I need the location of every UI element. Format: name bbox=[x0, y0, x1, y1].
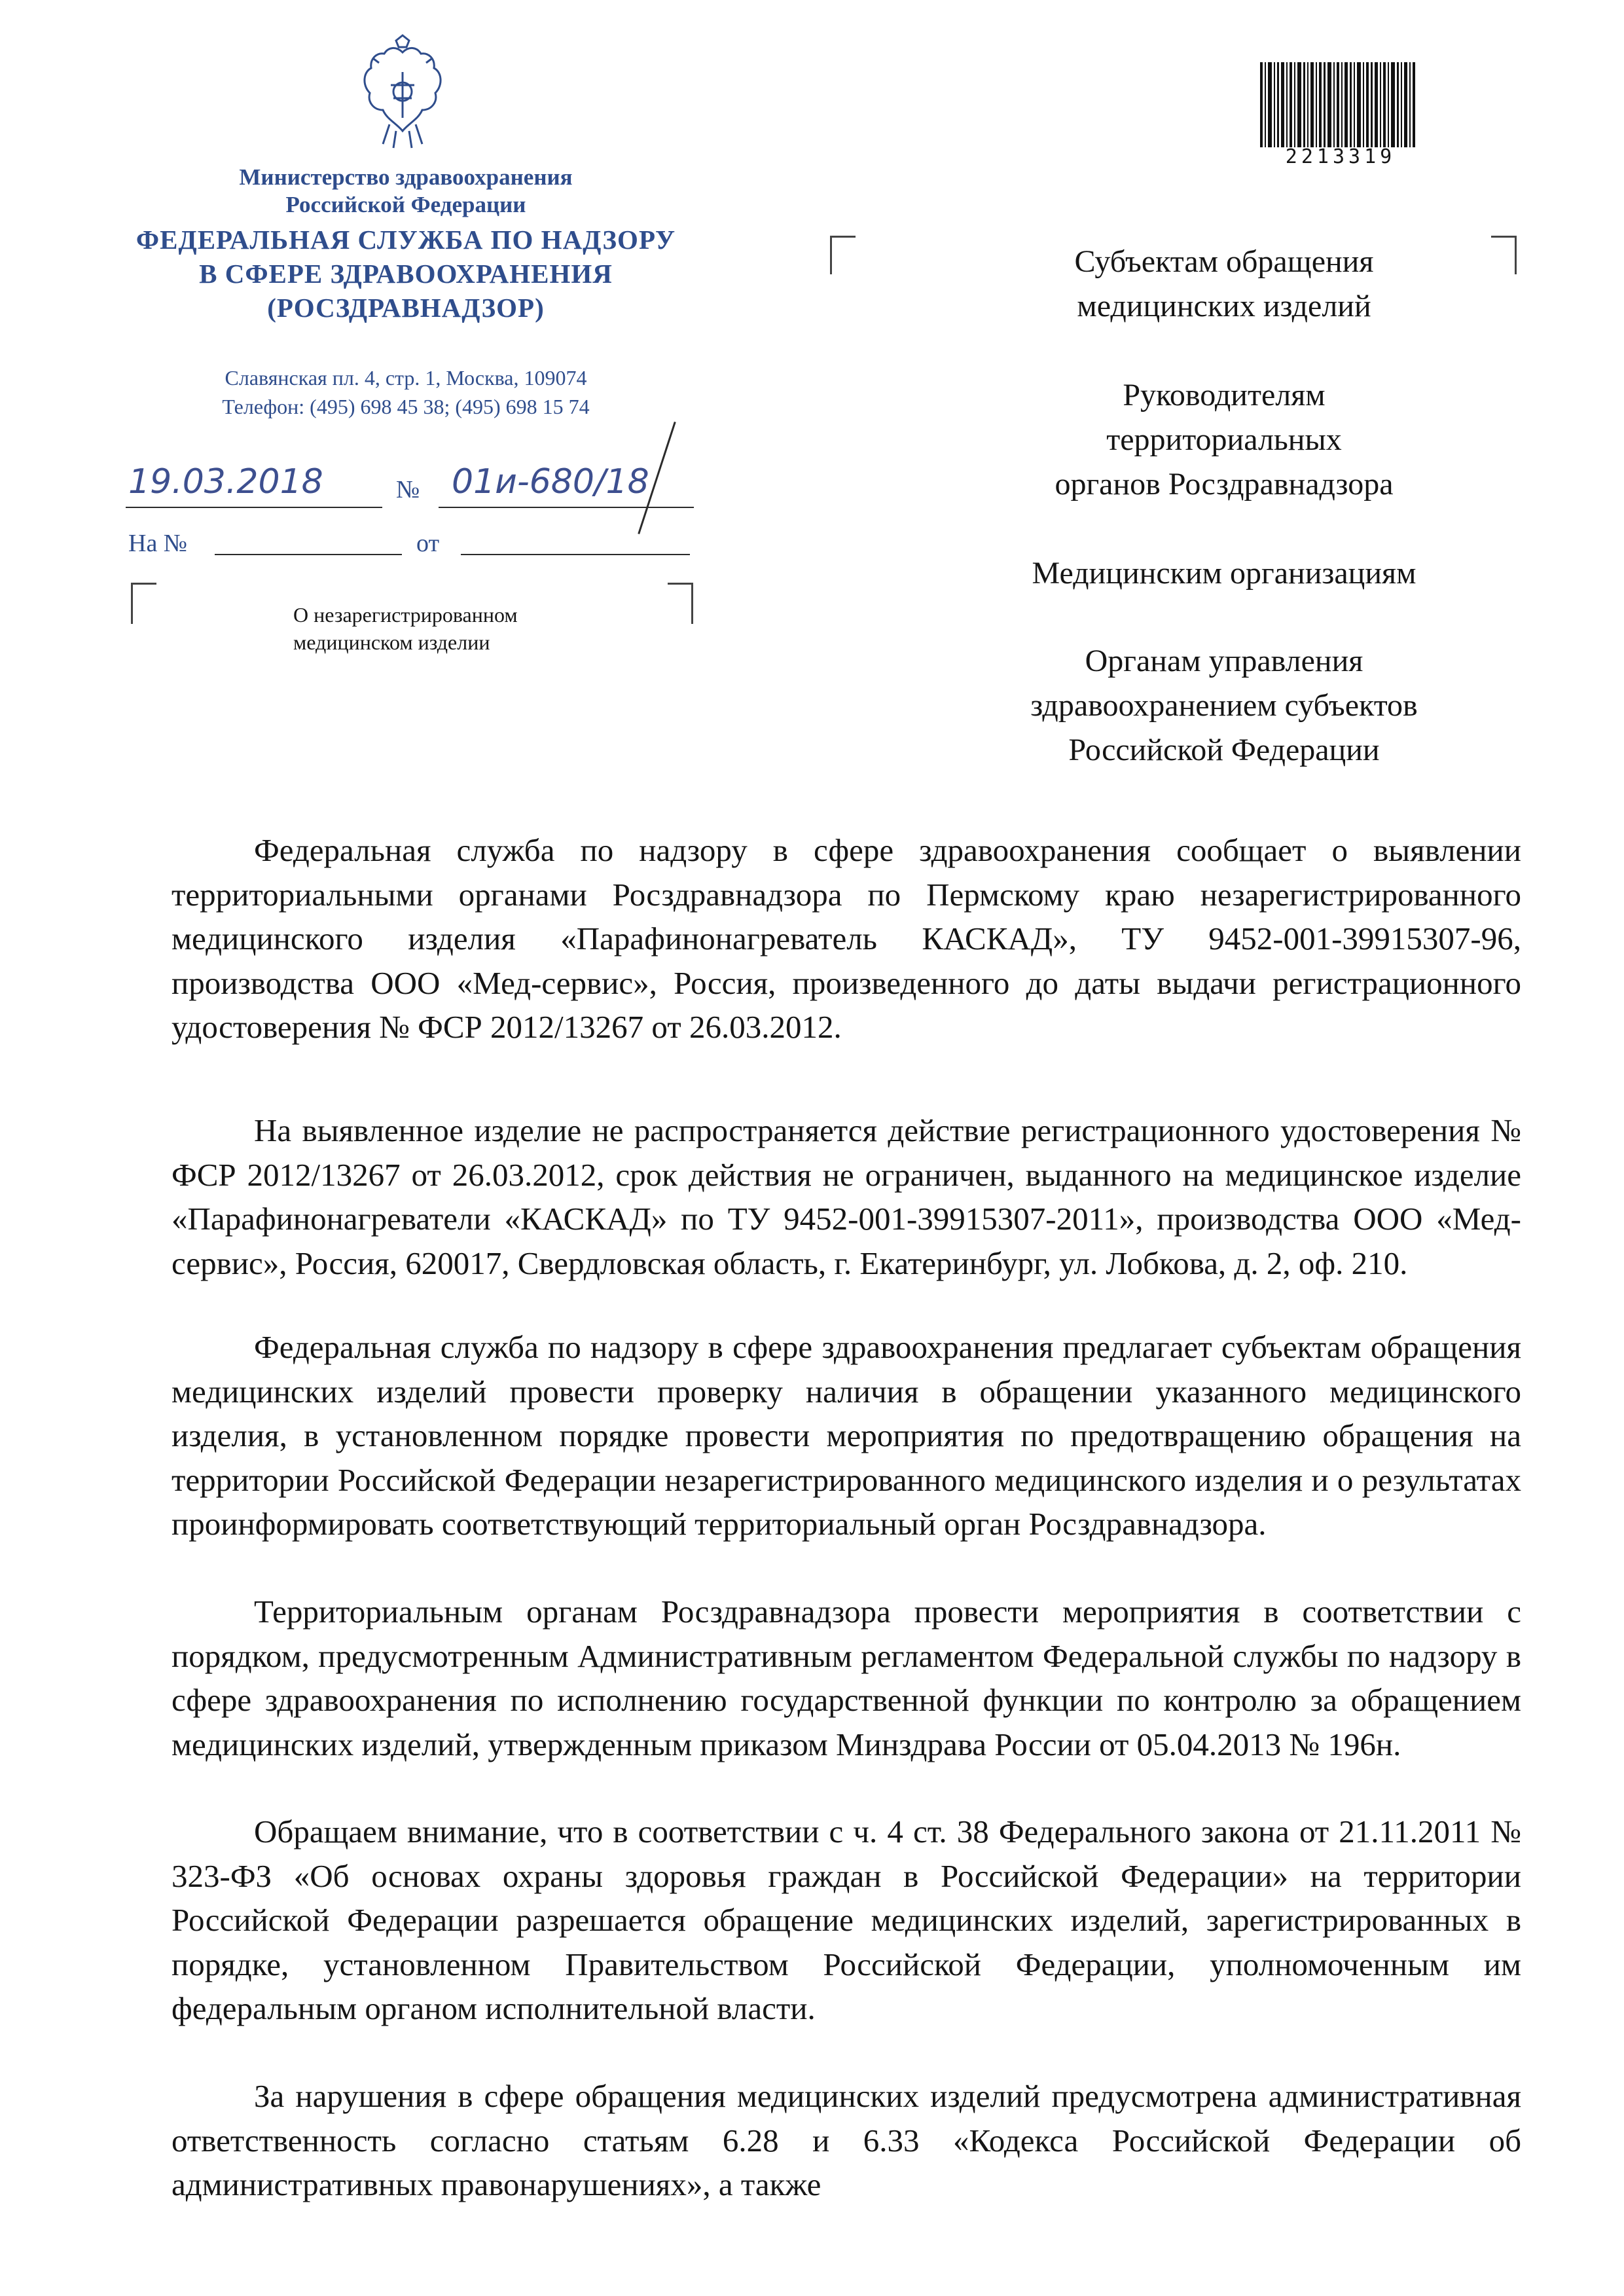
subject-line-2: медицинском изделии bbox=[293, 630, 490, 654]
body-paragraph-2: На выявленное изделие не распространяется действие регистрационного удостоверения № ФСР 2012/13267 от 26.03.2012, срок действия не ограничен, выданного на медицинское изделие «Парафинонагреватели «КАСКАД» по ТУ 9452-001-39915307-2011», производства ООО «Мед-сервис», Россия, 620017, Свердловская область, г. Екатеринбург, ул. Лобкова, д. 2, оф. 210. bbox=[171, 1112, 1521, 1281]
double-headed-eagle-icon bbox=[350, 33, 455, 151]
ministry-name bbox=[98, 164, 713, 219]
reference-label: На № bbox=[128, 530, 188, 557]
subject-line-1: О незарегистрированном bbox=[293, 603, 518, 627]
subject-corner-left bbox=[131, 583, 156, 624]
ministry-line-1: Министерство здравоохранения bbox=[239, 164, 573, 190]
addressee-health-authorities bbox=[923, 639, 1525, 773]
body-paragraph-3: Федеральная служба по надзору в сфере здравоохранения предлагает субъектам обращения медицинских изделий провести проверку наличия в обращении указанного медицинского изделия, в установленном порядке провести мероприятия по предотвращению обращения на территории Российской Федерации незарегистрированного медицинского изделия и о результатах проинформировать соответствующий территориальный орган Росздравнадзора. bbox=[171, 1329, 1521, 1542]
addressee-line: медицинских изделий bbox=[1077, 289, 1371, 323]
subject-corner-right bbox=[668, 583, 693, 624]
addressee-medical-orgs bbox=[923, 551, 1525, 596]
number-sign: № bbox=[396, 476, 420, 503]
addressee-line: территориальных bbox=[1106, 422, 1342, 457]
body-paragraph-1: Федеральная служба по надзору в сфере здравоохранения сообщает о выявлении территориальными органами Росздравнадзора по Пермскому краю незарегистрированного медицинского изделия «Парафинонагреватель КАСКАД», ТУ 9452-001-39915307-96, производства ООО «Мед-сервис», Россия, произведенного до даты выдачи регистрационного удостоверения № ФСР 2012/13267 от 26.03.2012. bbox=[171, 832, 1521, 1045]
service-name bbox=[98, 223, 713, 325]
reference-number-line bbox=[215, 554, 402, 555]
addressee-line: Органам управления bbox=[1085, 644, 1363, 678]
body-paragraph-5: Обращаем внимание, что в соответствии с ч. 4 ст. 38 Федерального закона от 21.11.2011 № 323-ФЗ «Об основах охраны здоровья граждан в Российской Федерации» на территории Российской Федерации разрешается обращение медицинских изделий, зарегистрированных в порядке, установленном Правительством Российской Федерации, уполномоченным им федеральным органом исполнительной власти. bbox=[171, 1813, 1521, 2026]
body-paragraph-4: Территориальным органам Росздравнадзора провести мероприятия в соответствии с порядком, предусмотренным Административным регламентом Федеральной службы по надзору в сфере здравоохранения по исполнению государственной функции по контролю за обращением медицинских изделий, утвержденным приказом Минздрава России от 05.04.2013 № 196н. bbox=[171, 1594, 1521, 1762]
number-underline bbox=[439, 507, 694, 508]
addressee-line: Российской Федерации bbox=[1068, 733, 1380, 767]
phone-line: Телефон: (495) 698 45 38; (495) 698 15 74 bbox=[222, 395, 590, 418]
addressee-line: Субъектам обращения bbox=[1074, 244, 1374, 279]
body-paragraph-6: За нарушения в сфере обращения медицинских изделий предусмотрена административная ответственность согласно статьям 6.28 и 6.33 «Кодекса Российской Федерации об административных правонарушениях», а также bbox=[171, 2078, 1521, 2202]
service-address bbox=[98, 363, 713, 421]
subject bbox=[293, 601, 518, 656]
addressee-line: Медицинским организациям bbox=[1032, 556, 1416, 591]
service-line-3: (РОСЗДРАВНАДЗОР) bbox=[267, 293, 545, 323]
service-line-1: ФЕДЕРАЛЬНАЯ СЛУЖБА ПО НАДЗОРУ bbox=[135, 225, 676, 255]
addressee-line: органов Росздравнадзора bbox=[1055, 467, 1394, 501]
ministry-line-2: Российской Федерации bbox=[285, 192, 526, 217]
reference-from-label: от bbox=[416, 530, 440, 557]
reference-date-line bbox=[461, 554, 690, 555]
address-line: Славянская пл. 4, стр. 1, Москва, 109074 bbox=[225, 366, 587, 390]
addressee-territorial-heads bbox=[923, 373, 1525, 507]
barcode-number: 2213319 bbox=[1285, 145, 1396, 168]
addressee-corner-left bbox=[830, 236, 856, 274]
registration-date: 19.03.2018 bbox=[128, 462, 323, 501]
service-line-2: В СФЕРЕ ЗДРАВООХРАНЕНИЯ bbox=[199, 259, 613, 289]
date-underline bbox=[126, 507, 382, 508]
addressee-line: Руководителям bbox=[1123, 378, 1326, 412]
barcode bbox=[1260, 62, 1417, 147]
registration-number: 01и-680/18 bbox=[452, 462, 649, 501]
addressee-line: здравоохранением субъектов bbox=[1030, 688, 1418, 723]
addressee-subjects bbox=[923, 240, 1525, 329]
